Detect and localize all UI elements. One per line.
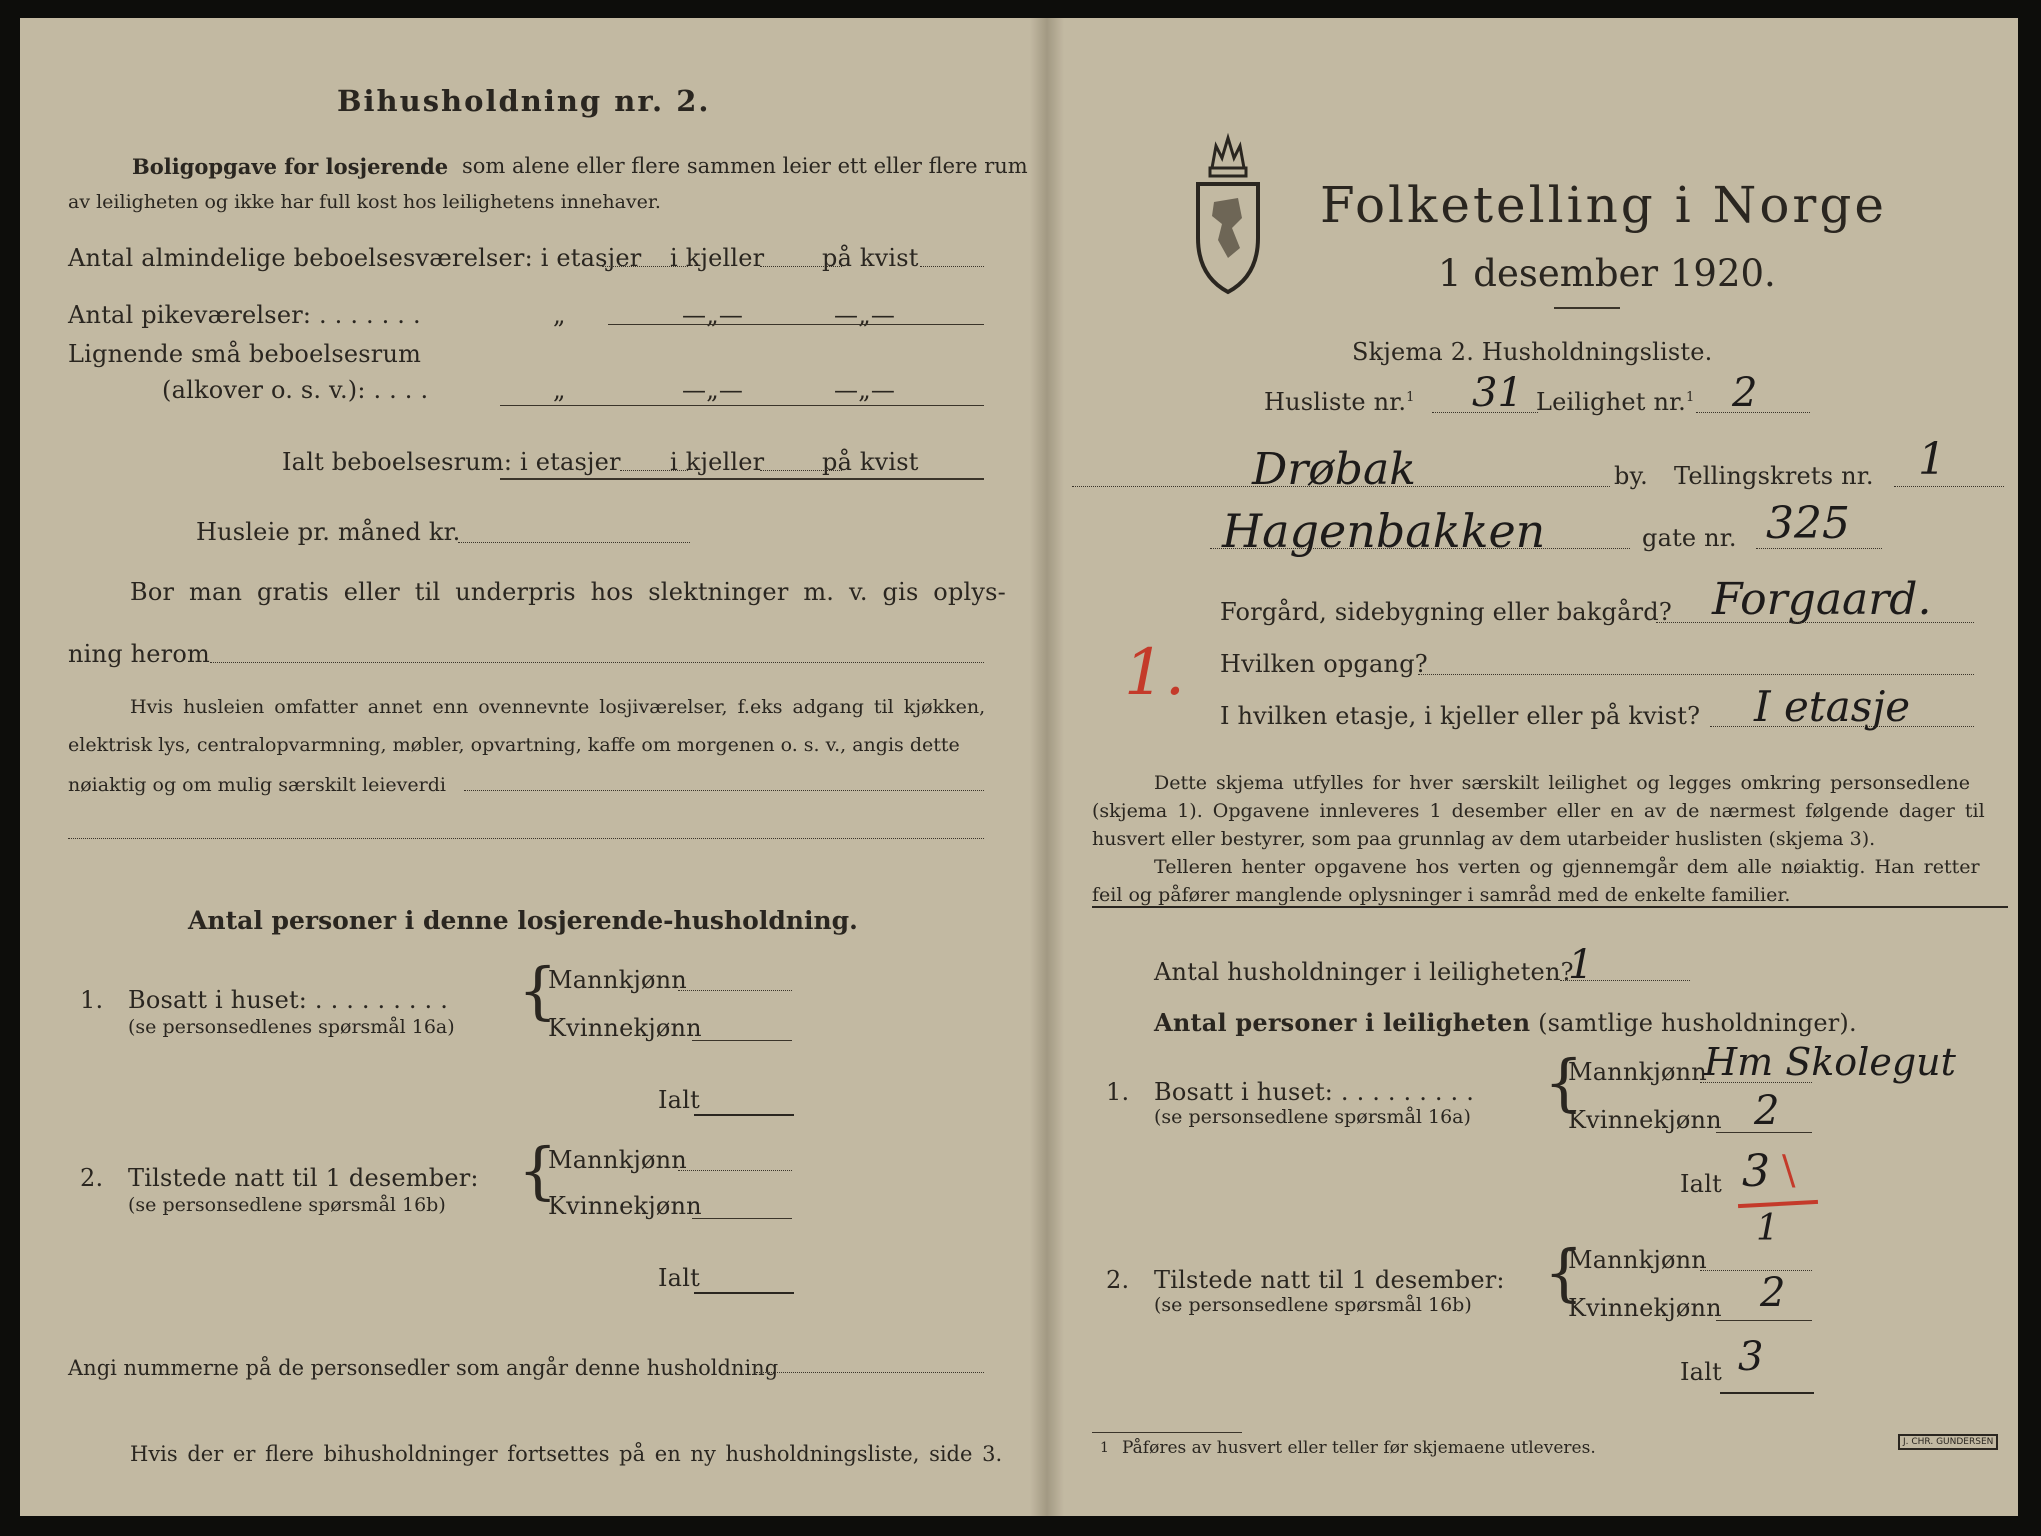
para2-line1: Telleren henter opgavene hos verten og gjennemgår dem alle nøiaktig. Han retter — [1154, 856, 1980, 878]
right-persons-heading-rest: (samtlige husholdninger). — [1538, 1009, 1857, 1037]
left-q2-mann-field[interactable] — [678, 1170, 792, 1171]
forgaard-label: Forgård, sidebygning eller bakgård? — [1220, 598, 1672, 626]
left-q2-label: Tilstede natt til 1 desember: — [128, 1164, 479, 1192]
para1-line1: Dette skjema utfylles for hver særskilt leilighet og legges omkring personsedlene — [1154, 772, 1970, 794]
left-q2-ialt-field[interactable] — [694, 1292, 794, 1294]
right-q1-mann-label: Mannkjønn — [1568, 1058, 1707, 1086]
by-field[interactable] — [1072, 486, 1610, 487]
right-q1-num: 1. — [1106, 1078, 1130, 1106]
hush-label: Antal husholdninger i leiligheten? — [1154, 958, 1574, 986]
printer-stamp: J. CHR. GUNDERSEN — [1898, 1434, 1998, 1450]
right-q2-label: Tilstede natt til 1 desember: — [1154, 1266, 1505, 1294]
krets-label: Tellingskrets nr. — [1674, 462, 1874, 490]
bor-field[interactable] — [210, 662, 984, 663]
right-q1-ialt-correction[interactable]: 1 — [1756, 1208, 1779, 1249]
rooms-label: Antal almindelige beboelsesværelser: i etasjer — [68, 244, 642, 272]
right-q1-brace: { — [1544, 1046, 1584, 1119]
forgaard-value[interactable]: Forgaard. — [1712, 574, 1932, 625]
husliste-label — [1264, 388, 1415, 416]
right-q2-ialt-label: Ialt — [1680, 1358, 1722, 1386]
lign-ditto-1: „ — [553, 376, 566, 404]
right-persons-heading — [1154, 1008, 1857, 1037]
husliste-value[interactable]: 31 — [1472, 370, 1523, 416]
left-q2-sub: (se personsedlene spørsmål 16b) — [128, 1194, 446, 1216]
left-title: Bihusholdning nr. 2. — [337, 84, 711, 118]
page-fold — [1030, 18, 1064, 1516]
hvis-line2: elektrisk lys, centralopvarmning, møbler, opvartning, kaffe om morgenen o. s. v., angis dette — [68, 734, 960, 756]
left-footer: Hvis der er flere bihusholdninger fortsettes på en ny husholdningsliste, side 3. — [130, 1442, 1003, 1466]
right-q1-kvinne-value[interactable]: 2 — [1754, 1088, 1780, 1134]
right-date: 1 desember 1920. — [1438, 252, 1776, 295]
hvis-line3: nøiaktig og om mulig særskilt leieverdi — [68, 774, 446, 796]
right-q1-ialt-label: Ialt — [1680, 1170, 1722, 1198]
right-q2-num: 2. — [1106, 1266, 1130, 1294]
rooms-kvist-label: på kvist — [822, 244, 919, 272]
pike-ditto-1: „ — [553, 301, 566, 329]
left-q1-kvinne-label: Kvinnekjønn — [548, 1014, 702, 1042]
left-q2-ialt-label: Ialt — [658, 1264, 700, 1292]
right-q2-ialt-field[interactable] — [1720, 1392, 1814, 1394]
right-q1-kvinne-label: Kvinnekjønn — [1568, 1106, 1722, 1134]
lign-ditto-3: —„— — [834, 376, 896, 404]
ialt-kvist-label: på kvist — [822, 448, 919, 476]
lign-label-2: (alkover o. s. v.): . . . . — [162, 376, 429, 404]
census-form-sheet — [20, 18, 2018, 1516]
pike-ditto-3: —„— — [834, 301, 896, 329]
gate-field[interactable] — [1210, 548, 1630, 549]
right-q2-ialt-value[interactable]: 3 — [1738, 1334, 1764, 1380]
opgang-field[interactable] — [1418, 674, 1974, 675]
etasje-field[interactable] — [1710, 726, 1974, 727]
by-label: by. — [1614, 462, 1648, 490]
gate-value[interactable]: Hagenbakken — [1222, 504, 1546, 558]
lign-field-line[interactable] — [500, 405, 984, 406]
footnote-rule — [1092, 1432, 1242, 1433]
leilighet-value[interactable]: 2 — [1732, 370, 1758, 416]
right-q2-kvinne-value[interactable]: 2 — [1760, 1270, 1786, 1316]
right-q1-ialt-value[interactable]: 3 — [1742, 1146, 1770, 1197]
leilighet-field[interactable] — [1696, 412, 1810, 413]
gatenr-value[interactable]: 325 — [1766, 498, 1850, 549]
intro-line2: av leiligheten og ikke har full kost hos leilighetens innehaver. — [68, 191, 661, 213]
hush-field[interactable] — [1560, 980, 1690, 981]
leilighet-label — [1536, 388, 1694, 416]
footnote-mark: 1 — [1100, 1440, 1109, 1456]
right-q1-kvinne-field[interactable] — [1716, 1132, 1812, 1133]
angi-field[interactable] — [756, 1372, 984, 1373]
husleie-label: Husleie pr. måned kr. — [196, 518, 461, 546]
lign-ditto-2: —„— — [682, 376, 744, 404]
left-q1-mann-field[interactable] — [678, 990, 792, 991]
right-q1-mann-field[interactable] — [1700, 1082, 1812, 1083]
left-q2-mann-label: Mannkjønn — [548, 1146, 687, 1174]
right-q2-sub: (se personsedlene spørsmål 16b) — [1154, 1294, 1472, 1316]
hvis-field-2[interactable] — [68, 838, 984, 839]
leilighet-footnote-mark: 1 — [1686, 390, 1695, 405]
pike-field-line[interactable] — [608, 324, 984, 325]
right-q1-sub: (se personsedlene spørsmål 16a) — [1154, 1106, 1471, 1128]
skjema-label: Skjema 2. Husholdningsliste. — [1352, 338, 1713, 366]
intro-rest: som alene eller flere sammen leier ett eller flere rum — [462, 154, 1028, 178]
rooms-kjeller-label: i kjeller — [670, 244, 765, 272]
left-q1-brace: { — [518, 954, 558, 1027]
left-q1-kvinne-field[interactable] — [692, 1040, 792, 1041]
para2-line2: feil og påfører manglende oplysninger i samråd med de enkelte familier. — [1092, 884, 1791, 906]
coat-of-arms-icon — [1192, 128, 1264, 296]
left-q2-kvinne-label: Kvinnekjønn — [548, 1192, 702, 1220]
by-value[interactable]: Drøbak — [1252, 444, 1416, 495]
hush-value[interactable]: 1 — [1568, 942, 1594, 988]
bor-line1: Bor man gratis eller til underpris hos slektninger m. v. gis oplys- — [130, 578, 1006, 606]
right-q2-kvinne-field[interactable] — [1716, 1320, 1812, 1321]
husleie-field[interactable] — [458, 542, 690, 543]
left-persons-heading: Antal personer i denne losjerende-husholdning. — [188, 906, 858, 935]
bor-line2: ning herom — [68, 640, 210, 668]
left-q1-sub: (se personsedlenes spørsmål 16a) — [128, 1016, 455, 1038]
lign-label-1: Lignende små beboelsesrum — [68, 340, 422, 368]
hvis-field[interactable] — [464, 790, 984, 791]
right-title: Folketelling i Norge — [1320, 176, 1887, 234]
left-q1-num: 1. — [80, 986, 104, 1014]
husliste-footnote-mark: 1 — [1406, 390, 1415, 405]
para1-line3: husvert eller bestyrer, som paa grunnlag av dem utarbeider huslisten (skjema 3). — [1092, 828, 1876, 850]
husliste-field[interactable] — [1432, 412, 1538, 413]
left-q1-label: Bosatt i huset: . . . . . . . . . — [128, 986, 449, 1014]
intro-bold-text: Boligopgave for losjerende — [132, 154, 449, 179]
krets-value[interactable]: 1 — [1918, 434, 1946, 485]
left-q2-kvinne-field[interactable] — [692, 1218, 792, 1219]
right-q2-brace: { — [1544, 1236, 1584, 1309]
para1-line2: (skjema 1). Opgavene innleveres 1 desember eller en av de nærmest følgende dager til — [1092, 800, 1985, 822]
husliste-label-text: Husliste nr. — [1264, 388, 1407, 416]
right-q1-label: Bosatt i huset: . . . . . . . . . — [1154, 1078, 1475, 1106]
right-divider — [1092, 906, 2008, 908]
red-mark: 1. — [1124, 636, 1186, 710]
gatenr-field[interactable] — [1756, 548, 1882, 549]
right-q2-kvinne-label: Kvinnekjønn — [1568, 1294, 1722, 1322]
ialt-rooms-label: Ialt beboelsesrum: i etasjer — [282, 448, 621, 476]
title-rule — [1554, 307, 1620, 309]
gate-label: gate nr. — [1642, 524, 1737, 552]
hvis-line1: Hvis husleien omfatter annet enn ovennevnte losjiværelser, f.eks adgang til kjøkken, — [130, 696, 986, 718]
forgaard-field[interactable] — [1656, 622, 1974, 623]
krets-field[interactable] — [1894, 486, 2004, 487]
right-q1-ialt-red-stroke: \ — [1782, 1148, 1796, 1194]
ialt-kjeller-label: i kjeller — [670, 448, 765, 476]
pike-label: Antal pikeværelser: . . . . . . . — [68, 301, 421, 329]
angi-label: Angi nummerne på de personsedler som angår denne husholdning — [68, 1356, 779, 1380]
ialt-underline — [500, 478, 984, 480]
right-q2-mann-label: Mannkjønn — [1568, 1246, 1707, 1274]
left-q1-mann-label: Mannkjønn — [548, 966, 687, 994]
footnote-text: Påføres av husvert eller teller før skjemaene utleveres. — [1122, 1438, 1596, 1458]
leilighet-label-text: Leilighet nr. — [1536, 388, 1686, 416]
rooms-kvist-field[interactable] — [920, 266, 984, 267]
left-q2-brace: { — [518, 1134, 558, 1207]
left-q1-ialt-label: Ialt — [658, 1086, 700, 1114]
right-persons-heading-bold: Antal personer i leiligheten — [1154, 1008, 1531, 1037]
right-q2-mann-field[interactable] — [1700, 1270, 1812, 1271]
left-q1-ialt-field[interactable] — [694, 1114, 794, 1116]
left-q2-num: 2. — [80, 1164, 104, 1192]
right-q1-mann-value[interactable]: Hm Skolegut — [1704, 1040, 1956, 1084]
intro-bold — [132, 154, 448, 179]
pike-ditto-2: —„— — [682, 301, 744, 329]
etasje-label: I hvilken etasje, i kjeller eller på kvist? — [1220, 702, 1701, 730]
opgang-label: Hvilken opgang? — [1220, 650, 1428, 678]
red-correction-underline — [1738, 1200, 1818, 1208]
etasje-value[interactable]: I etasje — [1754, 682, 1911, 731]
